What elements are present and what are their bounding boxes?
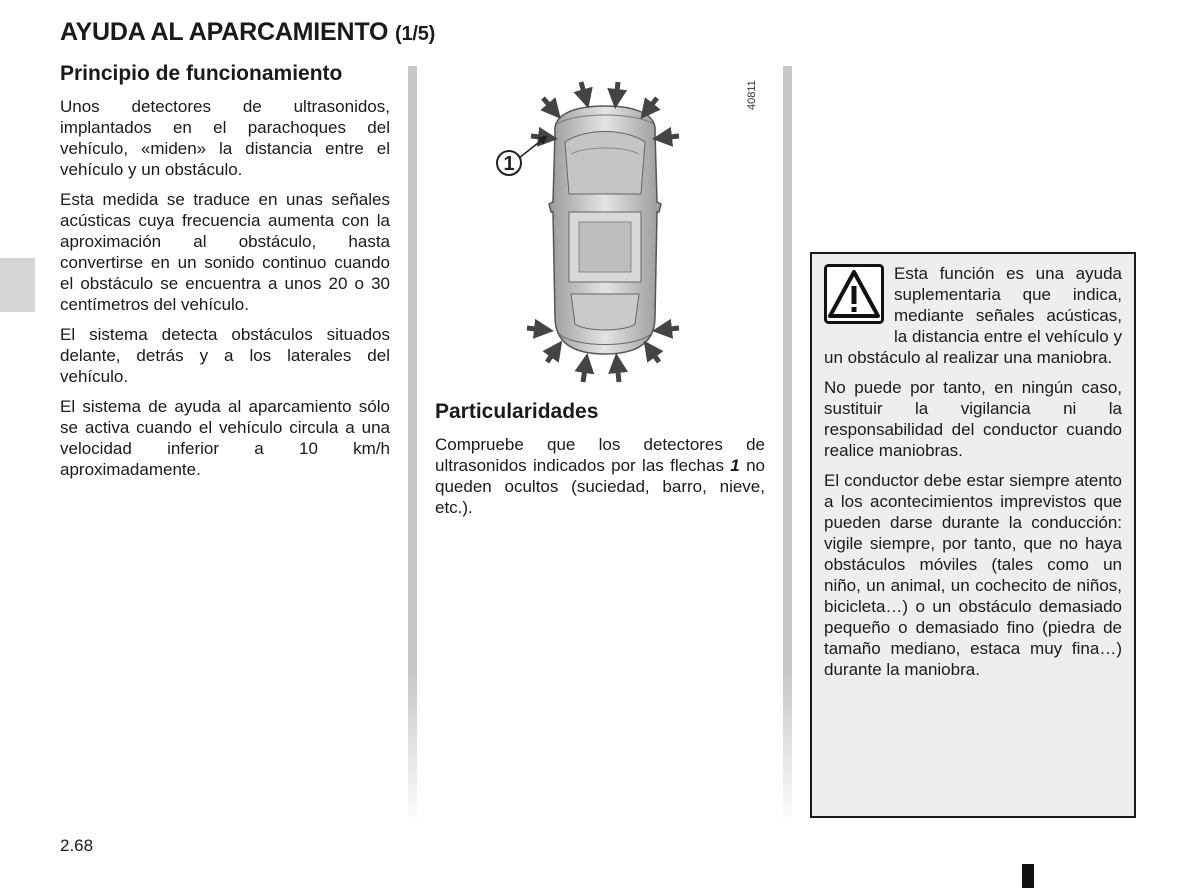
section-side-tab [0,258,35,312]
page-indicator: (1/5) [394,23,436,45]
column-divider-left [408,66,417,826]
car-body [549,106,661,354]
sensor-arrow [616,82,618,100]
paragraph-text: Compruebe que los detectores de ultrasonidos indicados por las flechas [435,435,765,475]
paragraph: El sistema detecta obstáculos situados delante, detrás y a los laterales del vehículo. [60,325,390,386]
sensor-arrow [527,328,545,330]
arrow-reference: 1 [730,456,740,475]
paragraph [435,434,765,518]
sensor-arrow [581,82,586,100]
callout-1 [497,136,547,175]
paragraph-text: no queden ocultos (suciedad, barro, nieve, etc.). [435,456,765,517]
left-column [60,62,390,489]
sensor-arrow [547,348,557,362]
paragraph: Unos detectores de ultrasonidos, implantados en el parachoques del vehículo, «miden» la distancia entre el vehículo y un obstáculo. [60,97,390,179]
warning-triangle-icon [824,264,884,324]
page-title [60,18,435,47]
sensor-arrow [543,98,555,112]
section-heading-particularities: Particularidades [435,400,599,423]
figure-code: 40811 [746,80,758,110]
section-heading-principle: Principio de funcionamiento [60,62,343,85]
page-number: 2.68 [60,836,94,855]
column-divider-right [783,66,792,826]
callout-number: 1 [503,153,515,175]
sensor-arrow [661,136,679,138]
sensor-arrow [646,98,657,112]
sensor-arrow [649,348,659,362]
sensor-arrow [617,362,619,382]
warning-paragraph: No puede por tanto, en ningún caso, sustituir la vigilancia ni la responsabilidad del conductor cuando realice maniobras. [824,378,1122,460]
title-text: AYUDA AL APARCAMIENTO [60,18,389,46]
warning-paragraph: Esta función es una ayuda suplementaria que indica, mediante señales acústicas, la distancia entre el vehículo y un obstáculo al realizar una maniobra. [824,264,1122,367]
sensor-arrow [661,328,679,330]
warning-box [810,252,1136,818]
sensor-arrow [583,362,586,382]
car-top-view-illustration [435,62,775,392]
warning-paragraph: El conductor debe estar siempre atento a los acontecimientos imprevistos que pueden darse durante la conducción: vigile siempre, por tanto, que no haya obstáculos móviles (tales como un niño, un animal, un cochecito de niños, bicicleta…) o un obstáculo demasiado pequeño o demasiado fino (piedra de tamaño mediano, estaca muy fina…) durante la maniobra. [824,471,1122,679]
parking-sensor-figure [435,62,775,392]
page-edge-mark [1022,864,1034,888]
paragraph: Esta medida se traduce en unas señales acústicas cuya frecuencia aumenta con la aproximación al obstáculo, hasta convertirse en un sonido continuo cuando el obstáculo se encuentra a unos 20 o 30 centímetros del vehículo. [60,190,390,314]
middle-column [435,400,765,527]
paragraph: El sistema de ayuda al aparcamiento sólo se activa cuando el vehículo circula a una velocidad inferior a 10 km/h aproximadamente. [60,397,390,479]
